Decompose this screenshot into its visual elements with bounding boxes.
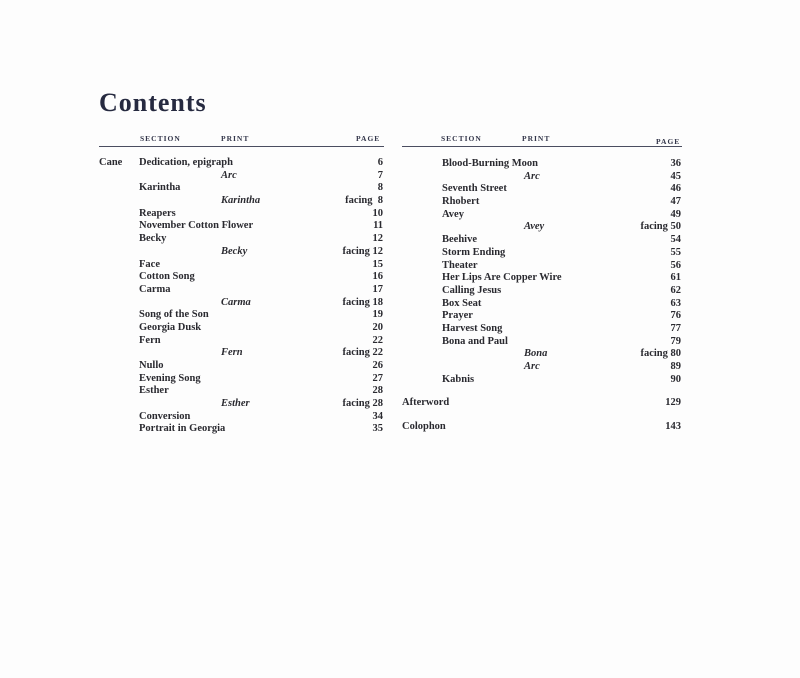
toc-entry <box>99 170 384 183</box>
toc-entry <box>99 271 384 284</box>
toc-page-number: facing 50 <box>640 221 681 233</box>
toc-entry <box>99 335 384 348</box>
toc-section-title: Cotton Song <box>139 271 195 283</box>
toc-entry <box>402 171 682 184</box>
toc-section-title: Her Lips Are Copper Wire <box>442 272 562 284</box>
toc-print-title: Fern <box>221 347 243 359</box>
spacer <box>402 410 682 421</box>
toc-page-number: 11 <box>373 220 383 232</box>
toc-section-title: Becky <box>139 233 167 245</box>
toc-print-title: Carma <box>221 296 251 308</box>
toc-section-title: Evening Song <box>139 372 201 384</box>
toc-section-title: Theater <box>442 259 478 271</box>
header-rule-left <box>99 146 384 147</box>
toc-section-title: Karintha <box>139 182 181 194</box>
toc-section-title: Box Seat <box>442 297 482 309</box>
toc-section-title: Calling Jesus <box>442 284 502 296</box>
toc-print-title: Arc <box>524 170 540 182</box>
toc-entry <box>99 423 384 436</box>
toc-entry <box>99 347 384 360</box>
toc-print-title: Bona <box>524 348 548 360</box>
toc-entry <box>99 233 384 246</box>
toc-entry <box>99 309 384 322</box>
toc-section-title: Avey <box>442 208 464 220</box>
toc-section-title: Portrait in Georgia <box>139 423 226 435</box>
toc-page-number: 55 <box>670 246 681 258</box>
toc-section-title: Georgia Dusk <box>139 321 202 333</box>
toc-page-number: 35 <box>372 423 383 435</box>
toc-page-number: facing 18 <box>342 296 383 308</box>
toc-print-title: Avey <box>524 221 545 233</box>
toc-page-number: facing 8 <box>345 195 383 207</box>
toc-entry <box>402 209 682 222</box>
toc-page-number: 47 <box>670 196 681 208</box>
toc-entry <box>402 323 682 336</box>
toc-page-number: facing 12 <box>342 245 383 257</box>
toc-page-number: facing 28 <box>342 398 383 410</box>
toc-entry <box>99 208 384 221</box>
toc-page-number: 26 <box>372 360 383 371</box>
toc-entry <box>99 373 384 386</box>
toc-page-number: 22 <box>372 334 383 346</box>
toc-entry <box>402 234 682 247</box>
header-print-right: PRINT <box>522 134 551 143</box>
toc-page-number: 6 <box>377 157 383 168</box>
toc-section-title: Rhobert <box>442 196 480 208</box>
toc-section-title: Kabnis <box>442 373 475 385</box>
toc-section-title: November Cotton Flower <box>139 220 254 232</box>
toc-print-title: Becky <box>221 245 248 257</box>
toc-entry <box>402 247 682 260</box>
toc-section-title: Harvest Song <box>442 322 503 334</box>
toc-page-number: 16 <box>372 271 383 283</box>
header-rule-right <box>402 146 682 147</box>
toc-print-title: Esther <box>221 398 250 410</box>
toc-entry <box>402 158 682 171</box>
toc-section-title: Bona and Paul <box>442 335 508 347</box>
toc-entry <box>99 411 384 424</box>
toc-section-title: Dedication, epigraph <box>139 157 233 168</box>
toc-page-number: 7 <box>377 169 383 181</box>
toc-print-title: Karintha <box>221 195 261 207</box>
toc-page-number: 56 <box>670 259 681 271</box>
toc-section-title: Prayer <box>442 310 473 322</box>
toc-page-number: 61 <box>670 272 681 284</box>
toc-entry <box>99 182 384 195</box>
toc-page-number: 49 <box>670 208 681 220</box>
toc-page-number: 45 <box>670 170 681 182</box>
toc-page-number: 15 <box>372 258 383 270</box>
toc-section-title: Carma <box>139 283 171 295</box>
toc-entry <box>99 220 384 233</box>
toc-page-number: 89 <box>670 361 681 372</box>
toc-group-label: Afterword <box>402 397 450 409</box>
toc-page-number: 20 <box>372 321 383 333</box>
toc-print-title: Arc <box>221 169 237 181</box>
header-section-left: SECTION <box>140 134 181 143</box>
toc-section-title: Conversion <box>139 410 191 422</box>
toc-entry <box>402 361 682 374</box>
toc-section-title: Seventh Street <box>442 183 507 195</box>
toc-page-number: facing 22 <box>342 347 383 359</box>
toc-entry <box>402 298 682 311</box>
toc-entry <box>99 157 384 170</box>
toc-entry <box>402 260 682 273</box>
toc-page-number: 143 <box>665 421 681 433</box>
toc-entry <box>402 221 682 234</box>
toc-section-title: Face <box>139 258 160 270</box>
toc-section-title: Nullo <box>139 360 164 371</box>
toc-entry <box>402 310 682 323</box>
toc-page-number: 90 <box>670 373 681 385</box>
toc-entry <box>99 322 384 335</box>
toc-page-number: 17 <box>372 283 383 295</box>
toc-page-number: 62 <box>670 284 681 296</box>
toc-section-title: Song of the Son <box>139 309 209 321</box>
toc-entry <box>402 374 682 387</box>
toc-entry <box>402 397 682 410</box>
toc-page-number: facing 80 <box>640 348 681 360</box>
toc-page-number: 129 <box>665 397 681 409</box>
header-page-right: PAGE <box>656 137 681 146</box>
page-title: Contents <box>99 88 207 117</box>
toc-page-number: 79 <box>670 335 681 347</box>
toc-page-number: 77 <box>670 322 681 334</box>
toc-section-title: Beehive <box>442 234 477 246</box>
toc-page-number: 28 <box>372 385 383 397</box>
toc-page-number: 8 <box>377 182 383 194</box>
toc-entry <box>99 195 384 208</box>
toc-section-title: Fern <box>139 334 161 346</box>
toc-page-number: 10 <box>372 207 383 219</box>
toc-entry <box>402 285 682 298</box>
header-page-left: PAGE <box>356 134 381 143</box>
toc-section-title: Blood-Burning Moon <box>442 158 538 169</box>
toc-page-number: 76 <box>670 310 681 322</box>
toc-entry <box>402 196 682 209</box>
toc-section-title: Storm Ending <box>442 246 506 258</box>
toc-entry <box>99 385 384 398</box>
toc-page-number: 46 <box>670 183 681 195</box>
toc-group-label: Colophon <box>402 421 446 433</box>
toc-entry <box>402 272 682 285</box>
header-section-right: SECTION <box>441 134 482 143</box>
toc-page-number: 34 <box>372 410 383 422</box>
toc-entry <box>402 183 682 196</box>
toc-right-column <box>402 158 682 434</box>
toc-page-number: 54 <box>670 234 681 246</box>
toc-section-title: Esther <box>139 385 169 397</box>
toc-page-number: 12 <box>372 233 383 245</box>
toc-left-column <box>99 157 384 436</box>
toc-entry <box>402 421 682 434</box>
toc-entry <box>99 246 384 259</box>
toc-page-number: 63 <box>670 297 681 309</box>
header-print-left: PRINT <box>221 134 250 143</box>
toc-entry <box>402 336 682 349</box>
toc-group-label: Cane <box>99 157 123 168</box>
toc-entry <box>99 297 384 310</box>
toc-entry <box>402 348 682 361</box>
toc-page-number: 27 <box>372 372 383 384</box>
toc-print-title: Arc <box>524 361 540 372</box>
toc-entry <box>99 360 384 373</box>
toc-page-number: 36 <box>670 158 681 169</box>
toc-entry <box>99 284 384 297</box>
toc-entry <box>99 259 384 272</box>
toc-section-title: Reapers <box>139 207 176 219</box>
spacer <box>402 386 682 397</box>
toc-entry <box>99 398 384 411</box>
toc-page-number: 19 <box>372 309 383 321</box>
